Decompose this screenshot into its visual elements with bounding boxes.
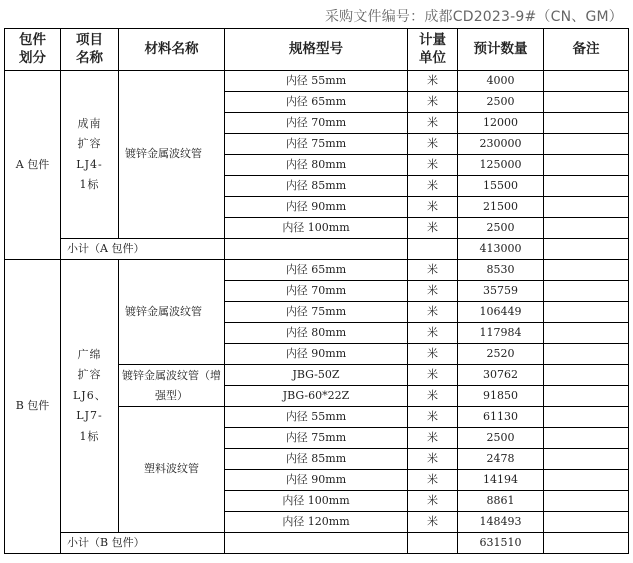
remarks-cell (544, 407, 629, 428)
quantity-cell: 35759 (458, 281, 544, 302)
quantity-cell: 2500 (458, 92, 544, 113)
remarks-cell (544, 302, 629, 323)
header-spec: 规格型号 (225, 29, 408, 71)
spec-cell: JBG-60*22Z (225, 386, 408, 407)
quantity-cell: 230000 (458, 134, 544, 155)
unit-cell (408, 533, 458, 554)
quantity-cell: 2520 (458, 344, 544, 365)
remarks-cell (544, 260, 629, 281)
spec-cell: 内径 70mm (225, 113, 408, 134)
remarks-cell (544, 92, 629, 113)
unit-cell: 米 (408, 449, 458, 470)
unit-cell: 米 (408, 302, 458, 323)
spec-cell: 内径 80mm (225, 323, 408, 344)
spec-cell (225, 239, 408, 260)
subtotal-b-value: 631510 (458, 533, 544, 554)
subtotal-row (5, 239, 629, 260)
spec-cell: 内径 75mm (225, 302, 408, 323)
quantity-cell: 14194 (458, 470, 544, 491)
spec-cell: 内径 75mm (225, 428, 408, 449)
spec-cell: 内径 55mm (225, 71, 408, 92)
unit-cell: 米 (408, 92, 458, 113)
package-b-cell: B 包件 (5, 260, 61, 554)
quantity-cell: 21500 (458, 197, 544, 218)
subtotal-row (5, 533, 629, 554)
subtotal-a-label: 小计（A 包件） (61, 239, 225, 260)
package-b-material-3: 塑料波纹管 (119, 407, 225, 533)
spec-cell: JBG-50Z (225, 365, 408, 386)
remarks-cell (544, 176, 629, 197)
package-b-project: 广绵扩容LJ6、LJ7-1标 (61, 260, 119, 533)
remarks-cell (544, 428, 629, 449)
unit-cell: 米 (408, 428, 458, 449)
package-a-project: 成南扩容LJ4-1标 (61, 71, 119, 239)
quantity-cell: 125000 (458, 155, 544, 176)
quantity-cell: 91850 (458, 386, 544, 407)
quantity-cell: 2500 (458, 428, 544, 449)
quantity-cell: 30762 (458, 365, 544, 386)
spec-cell: 内径 100mm (225, 491, 408, 512)
remarks-cell (544, 533, 629, 554)
header-remarks: 备注 (544, 29, 629, 71)
package-a-cell: A 包件 (5, 71, 61, 260)
subtotal-a-value: 413000 (458, 239, 544, 260)
unit-cell: 米 (408, 512, 458, 533)
quantity-cell: 8861 (458, 491, 544, 512)
spec-cell: 内径 90mm (225, 344, 408, 365)
remarks-cell (544, 365, 629, 386)
quantity-cell: 8530 (458, 260, 544, 281)
header-unit: 计量单位 (408, 29, 458, 71)
unit-cell: 米 (408, 155, 458, 176)
spec-cell: 内径 85mm (225, 176, 408, 197)
package-b-material-1: 镀锌金属波纹管 (119, 260, 225, 365)
quantity-cell: 15500 (458, 176, 544, 197)
unit-cell: 米 (408, 407, 458, 428)
unit-cell: 米 (408, 113, 458, 134)
spec-cell: 内径 65mm (225, 92, 408, 113)
quantity-cell: 106449 (458, 302, 544, 323)
quantity-cell: 148493 (458, 512, 544, 533)
package-a-material: 镀锌金属波纹管 (119, 71, 225, 239)
spec-cell: 内径 120mm (225, 512, 408, 533)
table-row (5, 260, 629, 281)
spec-cell (225, 533, 408, 554)
remarks-cell (544, 449, 629, 470)
table-row (5, 71, 629, 92)
remarks-cell (544, 323, 629, 344)
header-row (5, 29, 629, 71)
quantity-cell: 2500 (458, 218, 544, 239)
remarks-cell (544, 512, 629, 533)
unit-cell: 米 (408, 176, 458, 197)
unit-cell: 米 (408, 71, 458, 92)
header-project: 项目名称 (61, 29, 119, 71)
unit-cell: 米 (408, 365, 458, 386)
unit-cell: 米 (408, 323, 458, 344)
unit-cell: 米 (408, 281, 458, 302)
quantity-cell: 4000 (458, 71, 544, 92)
spec-cell: 内径 100mm (225, 218, 408, 239)
unit-cell: 米 (408, 218, 458, 239)
spec-cell: 内径 55mm (225, 407, 408, 428)
unit-cell: 米 (408, 197, 458, 218)
unit-cell: 米 (408, 386, 458, 407)
package-b-material-2: 镀锌金属波纹管（增强型） (119, 365, 225, 407)
materials-table (4, 28, 629, 554)
spec-cell: 内径 65mm (225, 260, 408, 281)
unit-cell: 米 (408, 134, 458, 155)
remarks-cell (544, 71, 629, 92)
remarks-cell (544, 113, 629, 134)
remarks-cell (544, 155, 629, 176)
header-quantity: 预计数量 (458, 29, 544, 71)
remarks-cell (544, 281, 629, 302)
unit-cell (408, 239, 458, 260)
quantity-cell: 61130 (458, 407, 544, 428)
spec-cell: 内径 90mm (225, 470, 408, 491)
remarks-cell (544, 386, 629, 407)
remarks-cell (544, 470, 629, 491)
unit-cell: 米 (408, 470, 458, 491)
quantity-cell: 12000 (458, 113, 544, 134)
remarks-cell (544, 218, 629, 239)
subtotal-b-label: 小计（B 包件） (61, 533, 225, 554)
document-number: 采购文件编号：成都CD2023-9#（CN、GM） (324, 9, 623, 25)
header-material: 材料名称 (119, 29, 225, 71)
remarks-cell (544, 197, 629, 218)
spec-cell: 内径 75mm (225, 134, 408, 155)
spec-cell: 内径 85mm (225, 449, 408, 470)
unit-cell: 米 (408, 491, 458, 512)
spec-cell: 内径 70mm (225, 281, 408, 302)
quantity-cell: 2478 (458, 449, 544, 470)
unit-cell: 米 (408, 260, 458, 281)
remarks-cell (544, 134, 629, 155)
header-package: 包件划分 (5, 29, 61, 71)
quantity-cell: 117984 (458, 323, 544, 344)
spec-cell: 内径 80mm (225, 155, 408, 176)
remarks-cell (544, 239, 629, 260)
spec-cell: 内径 90mm (225, 197, 408, 218)
remarks-cell (544, 344, 629, 365)
remarks-cell (544, 491, 629, 512)
unit-cell: 米 (408, 344, 458, 365)
